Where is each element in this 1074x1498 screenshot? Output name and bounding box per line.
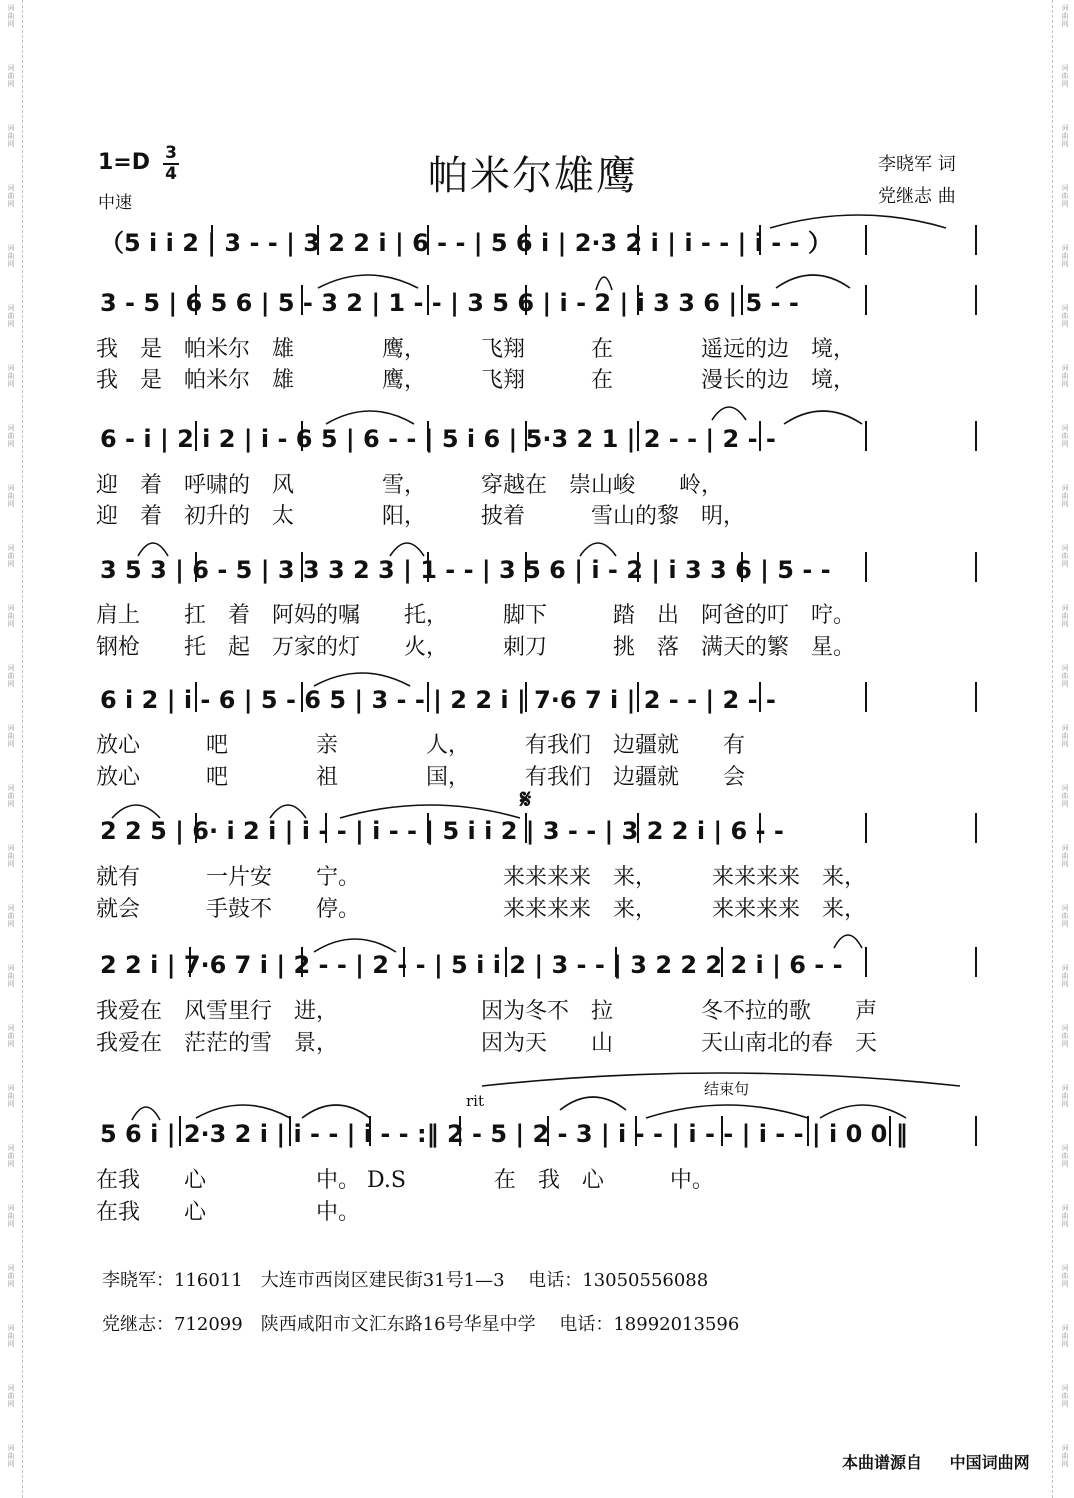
- watermark-glyph: 词 曲 网: [1061, 904, 1069, 928]
- lyric-line-4-verse-2: 放心 吧 祖 国， 有我们 边疆就 会: [96, 765, 746, 790]
- slur-arc: [770, 215, 946, 228]
- watermark-glyph: 词 曲 网: [7, 1444, 15, 1468]
- watermark-glyph: 词 曲 网: [7, 1024, 15, 1048]
- lyric-line-1-verse-1: 我 是 帕米尔 雄 鹰， 飞翔 在 遥远的边 境，: [96, 337, 856, 362]
- watermark-glyph: 词 曲 网: [1061, 184, 1069, 208]
- slur-arc: [560, 1097, 626, 1110]
- watermark-glyph: 词 曲 网: [7, 304, 15, 328]
- watermark-glyph: 词 曲 网: [1061, 844, 1069, 868]
- slur-arc: [712, 407, 746, 420]
- watermark-glyph: 词 曲 网: [7, 184, 15, 208]
- lyric-line-4-verse-1: 放心 吧 亲 人， 有我们 边疆就 有: [96, 733, 746, 758]
- lyric-line-7-verse-2: 在我 心 中。: [96, 1200, 361, 1225]
- lyric-line-5-verse-1: 就有 一片安 宁。 来来来来 来， 来来来来 来，: [96, 865, 867, 890]
- watermark-glyph: 词 曲 网: [7, 1084, 15, 1108]
- slur-arc: [776, 275, 850, 288]
- slur-arc: [196, 1105, 290, 1118]
- watermark-glyph: 词 曲 网: [1061, 964, 1069, 988]
- watermark-glyph: 词 曲 网: [1061, 304, 1069, 328]
- watermark-glyph: 词 曲 网: [7, 964, 15, 988]
- lyric-line-5-verse-2: 就会 手鼓不 停。 来来来来 来， 来来来来 来，: [96, 897, 867, 922]
- time-signature-bottom: 4: [165, 164, 177, 184]
- watermark-glyph: 词 曲 网: [1061, 784, 1069, 808]
- watermark-glyph: 词 曲 网: [1061, 4, 1069, 28]
- watermark-glyph: 词 曲 网: [7, 124, 15, 148]
- watermark-glyph: 词 曲 网: [7, 424, 15, 448]
- tempo-marking: 中速: [98, 193, 132, 213]
- slur-arc: [646, 1105, 808, 1118]
- lyric-line-3-verse-2: 钢枪 托 起 万家的灯 火， 刺刀 挑 落 满天的繁 星。: [96, 635, 856, 660]
- watermark-glyph: 词 曲 网: [1061, 1444, 1069, 1468]
- song-title: 帕米尔雄鹰: [428, 153, 638, 199]
- lyric-line-2-verse-2: 迎 着 初升的 太 阳， 披着 雪山的黎 明，: [96, 504, 746, 529]
- source-site-link[interactable]: 中国词曲网: [949, 1453, 1030, 1472]
- watermark-glyph: 词 曲 网: [1061, 1144, 1069, 1168]
- watermark-glyph: 词 曲 网: [1061, 64, 1069, 88]
- lyric-line-2-verse-1: 迎 着 呼啸的 风 雪， 穿越在 崇山峻 岭，: [96, 473, 724, 498]
- lyric-line-7-verse-1: 在我 心 中。 D.S 在 我 心 中。: [96, 1168, 714, 1193]
- watermark-glyph: 词 曲 网: [7, 1264, 15, 1288]
- watermark-glyph: 词 曲 网: [1061, 1324, 1069, 1348]
- slur-arc: [326, 411, 414, 424]
- slur-arc: [318, 275, 418, 288]
- slur-arc: [132, 1107, 160, 1120]
- watermark-glyph: 词 曲 网: [7, 664, 15, 688]
- lyric-line-3-verse-1: 肩上 扛 着 阿妈的嘱 托， 脚下 踏 出 阿爸的叮 咛。: [96, 603, 856, 628]
- watermark-glyph: 词 曲 网: [7, 64, 15, 88]
- rit-marking: rit: [466, 1092, 484, 1110]
- watermark-glyph: 词 曲 网: [7, 1144, 15, 1168]
- watermark-glyph: 词 曲 网: [7, 904, 15, 928]
- watermark-glyph: 词 曲 网: [1061, 124, 1069, 148]
- ending-label: 结束句: [704, 1080, 750, 1098]
- notation-line-2: 3 - 5 | 6 5 6 | 5 - 3 2 | 1 - - | 3 5 6 | i - 2 | i 3 3 6 | 5 - -: [100, 289, 799, 317]
- notation-line-7: 2 2 i | 7·6 7 i | 2 - - | 2 - - | 5 i i 2 | 3 - - | 3 2 2 2 2 i | 6 - -: [100, 951, 843, 979]
- watermark-glyph: 词 曲 网: [1061, 664, 1069, 688]
- watermark-glyph: 词 曲 网: [1061, 1384, 1069, 1408]
- watermark-glyph: 词 曲 网: [7, 244, 15, 268]
- slur-arc: [302, 1105, 370, 1118]
- watermark-glyph: 词 曲 网: [1061, 604, 1069, 628]
- watermark-glyph: 词 曲 网: [1061, 1264, 1069, 1288]
- slur-arc: [390, 543, 424, 556]
- lyric-line-6-verse-2: 我爱在 茫茫的雪 景， 因为天 山 天山南北的春 天: [96, 1031, 878, 1056]
- source-label: 本曲谱源自: [842, 1453, 923, 1472]
- watermark-glyph: 词 曲 网: [1061, 364, 1069, 388]
- notation-line-3: 6 - i | 2 i 2 | i - 6 5 | 6 - - | 5 i 6 | 5·3 2 1 | 2 - - | 2 - -: [100, 425, 776, 453]
- watermark-glyph: 词 曲 网: [1061, 484, 1069, 508]
- watermark-glyph: 词 曲 网: [7, 1204, 15, 1228]
- watermark-glyph: 词 曲 网: [7, 544, 15, 568]
- lyricist-credit: 李晓军 词: [878, 154, 956, 175]
- watermark-glyph: 词 曲 网: [7, 724, 15, 748]
- composer-credit: 党继志 曲: [878, 186, 956, 207]
- watermark-glyph: 词 曲 网: [7, 484, 15, 508]
- watermark-glyph: 词 曲 网: [7, 1384, 15, 1408]
- watermark-glyph: 词 曲 网: [1061, 1084, 1069, 1108]
- notation-line-8: 5 6 i | 2·3 2 i | i - - | i - - :‖ 2 - 5 | 2 - 3 | i - - | i - - | i - - | i 0 0 ‖: [100, 1120, 908, 1148]
- watermark-glyph: 词 曲 网: [1061, 544, 1069, 568]
- lyricist-contact: 李晓军：116011 大连市西岗区建民街31号1—3 电话：13050556088: [102, 1270, 709, 1291]
- composer-contact: 党继志：712099 陕西咸阳市文汇东路16号华星中学 电话：18992013596: [102, 1314, 740, 1335]
- slur-arc: [138, 543, 168, 556]
- slur-arc: [834, 935, 862, 948]
- watermark-glyph: 词 曲 网: [7, 844, 15, 868]
- slur-arc: [580, 543, 616, 556]
- watermark-glyph: 词 曲 网: [1061, 1204, 1069, 1228]
- slur-arc: [820, 1105, 906, 1118]
- watermark-glyph: 词 曲 网: [1061, 244, 1069, 268]
- watermark-glyph: 词 曲 网: [7, 4, 15, 28]
- lyric-line-6-verse-1: 我爱在 风雪里行 进， 因为冬不 拉 冬不拉的歌 声: [96, 999, 878, 1024]
- watermark-glyph: 词 曲 网: [1061, 724, 1069, 748]
- source-footer: [842, 1450, 1030, 1473]
- slur-arc: [314, 673, 410, 686]
- slur-arc: [784, 411, 862, 424]
- notation-line-4: 3 5 3 | 6 - 5 | 3 3 3 2 3 | 1 - - | 3 5 6 | i - 2 | i 3 3 6 | 5 - -: [100, 556, 831, 584]
- watermark-glyph: 词 曲 网: [1061, 1024, 1069, 1048]
- segno-sign: 𝄋: [520, 785, 532, 815]
- watermark-glyph: 词 曲 网: [7, 1324, 15, 1348]
- notation-line-1: （5 i i 2 | 3 - - | 3 2 2 i | 6 - - | 5 6 i | 2·3 2 i | i - - | i - - ）: [100, 229, 832, 257]
- lyric-line-1-verse-2: 我 是 帕米尔 雄 鹰， 飞翔 在 漫长的边 境，: [96, 368, 856, 393]
- watermark-glyph: 词 曲 网: [1061, 424, 1069, 448]
- notation-line-5: 6 i 2 | i - 6 | 5 - 6 5 | 3 - - | 2 2 i | 7·6 7 i | 2 - - | 2 - -: [100, 686, 776, 714]
- time-signature-top: 3: [165, 143, 177, 163]
- key-signature: 1=D: [98, 150, 151, 175]
- watermark-glyph: 词 曲 网: [7, 364, 15, 388]
- watermark-glyph: 词 曲 网: [7, 604, 15, 628]
- notation-line-6: 2 2 5 | 6· i 2 i | i - - | i - - | 5 i i 2 | 3 - - | 3 2 2 i | 6 - -: [100, 817, 784, 845]
- watermark-glyph: 词 曲 网: [7, 784, 15, 808]
